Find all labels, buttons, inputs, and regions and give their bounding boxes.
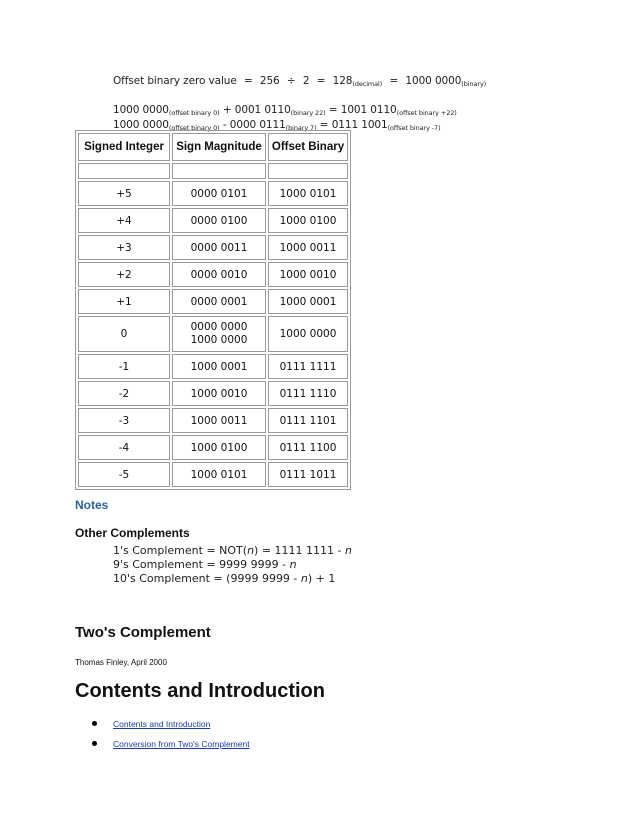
formula-text: Offset binary zero value [113, 75, 237, 87]
cell-signed: +1 [78, 289, 170, 314]
cell-offset-binary: 1000 0101 [268, 181, 348, 206]
subscript-a: (offset binary 0) [168, 124, 220, 132]
table-row [78, 462, 348, 487]
toc-link-contents[interactable]: Contents and Introduction [113, 719, 211, 729]
cell-offset-binary: 1000 0000 [268, 316, 348, 352]
subscript-b: (binary 7) [285, 124, 317, 132]
offset-binary-table [75, 130, 351, 490]
subscript-binary: (binary) [461, 80, 487, 88]
formula-add-22 [113, 104, 457, 116]
cell-offset-binary: 0111 1111 [268, 354, 348, 379]
twos-complement-heading: Two's Complement [75, 624, 211, 641]
operand-a: 1000 0000 [113, 104, 169, 116]
equals-sign: = [243, 75, 253, 87]
var-n: n [289, 558, 297, 571]
positive-zero: 0000 0000 [190, 321, 248, 333]
var-n: n [247, 544, 255, 557]
cell-offset-binary: 0111 1011 [268, 462, 348, 487]
equals-sign: = [328, 104, 338, 116]
header-signed-integer: Signed Integer [78, 133, 170, 161]
cell-sign-magnitude: 1000 0001 [172, 354, 266, 379]
divide-sign: ÷ [286, 75, 296, 87]
cell-sign-magnitude: 0000 0100 [172, 208, 266, 233]
negative-zero: 1000 0000 [190, 334, 248, 346]
nines-lead: 9's Complement = 9999 9999 - [113, 558, 290, 571]
table-row [78, 208, 348, 233]
subscript-c: (offset binary +22) [396, 109, 457, 117]
formula-zero-value [113, 75, 486, 87]
cell-sign-magnitude: 0000 0101 [172, 181, 266, 206]
ones-complement-line [113, 544, 352, 557]
cell-signed: -5 [78, 462, 170, 487]
header-sign-magnitude: Sign Magnitude [172, 133, 266, 161]
value-binary: 1000 0000 [405, 75, 462, 87]
spacer-cell [78, 163, 170, 179]
cell-sign-magnitude: 1000 0010 [172, 381, 266, 406]
subscript-b: (binary 22) [290, 109, 326, 117]
cell-offset-binary: 1000 0100 [268, 208, 348, 233]
cell-sign-magnitude: 1000 0100 [172, 435, 266, 460]
value-2: 2 [302, 75, 310, 87]
table-header-row [78, 133, 348, 161]
ones-lead: 1's Complement = NOT( [113, 544, 248, 557]
ones-mid: ) = 1111 1111 - [254, 544, 345, 557]
var-n: n [345, 544, 352, 557]
table-row [78, 235, 348, 260]
value-128: 128 [332, 75, 353, 87]
toc-item [92, 739, 250, 749]
table-row [78, 354, 348, 379]
equals-sign: = [316, 75, 326, 87]
spacer-cell [268, 163, 348, 179]
table-row [78, 381, 348, 406]
cell-sign-magnitude: 0000 0010 [172, 262, 266, 287]
author-byline: Thomas Finley, April 2000 [75, 658, 167, 667]
tens-complement-line [113, 572, 335, 585]
table-row [78, 181, 348, 206]
cell-signed: +5 [78, 181, 170, 206]
subscript-a: (offset binary 0) [168, 109, 220, 117]
operand-b: 0000 0111 [229, 119, 286, 131]
cell-offset-binary: 1000 0011 [268, 235, 348, 260]
cell-signed: -1 [78, 354, 170, 379]
tens-tail: ) + 1 [307, 572, 336, 585]
table-row [78, 408, 348, 433]
cell-sign-magnitude: 0000 0011 [172, 235, 266, 260]
notes-heading: Notes [75, 498, 109, 512]
cell-offset-binary: 0111 1101 [268, 408, 348, 433]
subscript-c: (offset binary -7) [387, 124, 441, 132]
subscript-decimal: (decimal) [352, 80, 383, 88]
table-row-zero [78, 316, 348, 352]
bullet-icon [92, 741, 97, 746]
plus-sign: + [222, 104, 232, 116]
table-row [78, 435, 348, 460]
cell-offset-binary: 1000 0001 [268, 289, 348, 314]
cell-signed: -3 [78, 408, 170, 433]
result-c: 0111 1001 [331, 119, 388, 131]
cell-offset-binary: 1000 0010 [268, 262, 348, 287]
cell-sign-magnitude: 1000 0011 [172, 408, 266, 433]
toc-item [92, 719, 210, 729]
operand-a: 1000 0000 [113, 119, 169, 131]
cell-signed: -4 [78, 435, 170, 460]
cell-signed: +2 [78, 262, 170, 287]
cell-offset-binary: 0111 1100 [268, 435, 348, 460]
value-256: 256 [259, 75, 280, 87]
minus-sign: - [222, 119, 227, 131]
contents-heading: Contents and Introduction [75, 680, 325, 702]
cell-sign-magnitude: 0000 0001 [172, 289, 266, 314]
cell-sign-magnitude-zero [172, 316, 266, 352]
result-c: 1001 0110 [340, 104, 397, 116]
header-offset-binary: Offset Binary [268, 133, 348, 161]
spacer-cell [172, 163, 266, 179]
table-spacer-row [78, 163, 348, 179]
bullet-icon [92, 721, 97, 726]
table-row [78, 289, 348, 314]
toc-link-conversion[interactable]: Conversion from Two's Complement [113, 739, 250, 749]
equals-sign: = [389, 75, 399, 87]
table-row [78, 262, 348, 287]
other-complements-heading: Other Complements [75, 526, 190, 540]
cell-signed: +3 [78, 235, 170, 260]
cell-sign-magnitude: 1000 0101 [172, 462, 266, 487]
operand-b: 0001 0110 [234, 104, 291, 116]
var-n: n [300, 572, 308, 585]
cell-signed: 0 [78, 316, 170, 352]
equals-sign: = [319, 119, 329, 131]
cell-offset-binary: 0111 1110 [268, 381, 348, 406]
nines-complement-line [113, 558, 297, 571]
cell-signed: -2 [78, 381, 170, 406]
tens-lead: 10's Complement = (9999 9999 - [113, 572, 301, 585]
cell-signed: +4 [78, 208, 170, 233]
